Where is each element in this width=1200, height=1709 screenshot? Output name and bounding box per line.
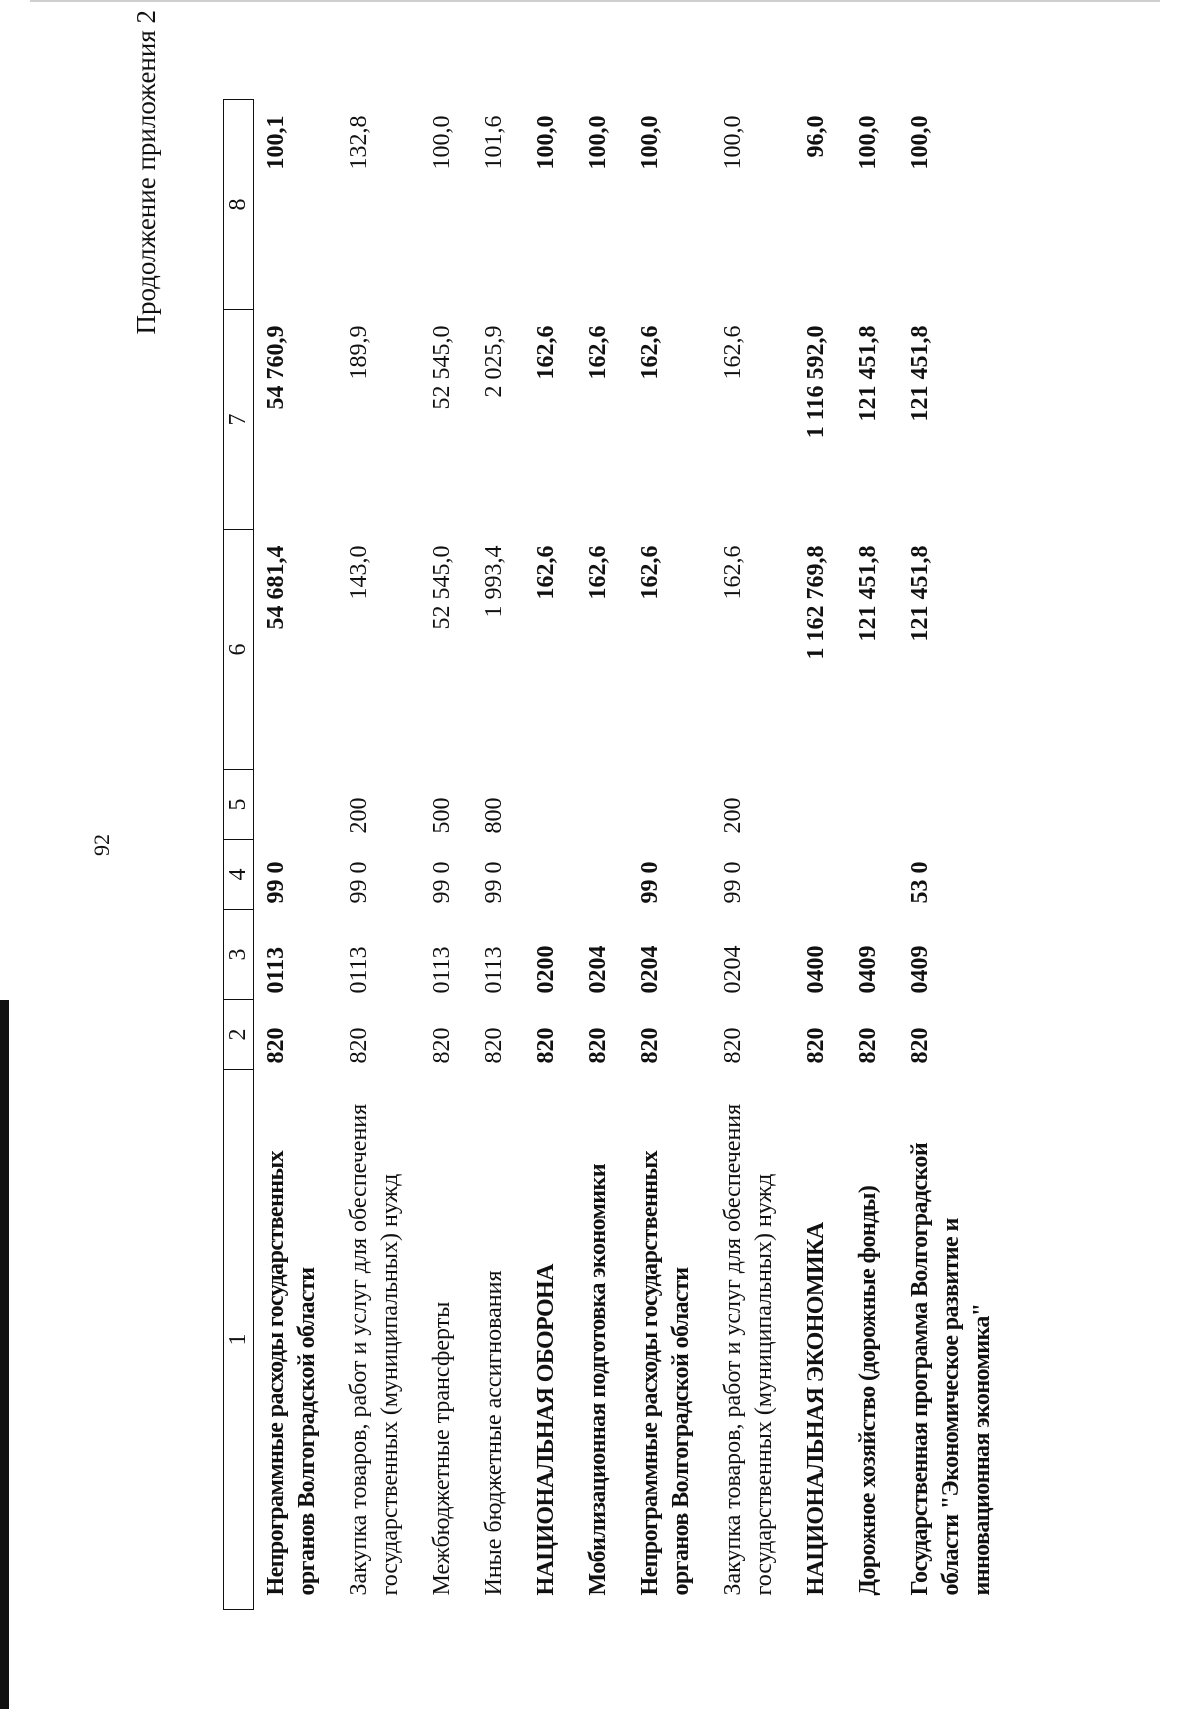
cell-planned: 121 451,8 (907, 545, 933, 642)
cell-admin-code: 820 (855, 1027, 881, 1064)
cell-actual: 162,6 (533, 325, 559, 380)
column-header: 3 (224, 910, 254, 1000)
cell-program-code (524, 840, 576, 910)
row-label: Непрограммные расходы государственных органов Волгоградской области (637, 1151, 694, 1596)
cell-percent: 100,0 (907, 115, 933, 170)
rotated-table-wrapper (223, 100, 1012, 1610)
cell-planned: 121 451,8 (855, 545, 881, 642)
table-row (846, 100, 898, 1610)
cell-actual: 1 116 592,0 (803, 325, 829, 439)
column-header: 2 (224, 1000, 254, 1070)
cell-percent: 100,0 (637, 115, 663, 170)
cell-actual: 2 025,9 (481, 325, 507, 398)
cell-program-code: 99 0 (346, 861, 372, 904)
cell-percent: 100,0 (855, 115, 881, 170)
cell-section-code: 0409 (907, 945, 933, 994)
table-row (576, 100, 628, 1610)
cell-section-code: 0409 (855, 945, 881, 994)
cell-section-code: 0204 (637, 945, 663, 994)
row-label: Непрограммные расходы государственных органов Волгоградской области (263, 1151, 320, 1596)
cell-actual: 162,6 (637, 325, 663, 380)
cell-percent: 100,0 (720, 115, 746, 170)
table-row (337, 100, 420, 1610)
table-row (420, 100, 472, 1610)
column-header: 4 (224, 840, 254, 910)
column-header: 6 (224, 530, 254, 770)
cell-expense-type: 500 (429, 797, 455, 834)
cell-program-code: 99 0 (637, 861, 663, 904)
cell-program-code: 99 0 (263, 861, 289, 904)
cell-planned: 143,0 (346, 545, 372, 600)
scan-edge-bar (0, 1000, 9, 1709)
row-label: Иные бюджетные ассигнования (481, 1270, 507, 1596)
row-label: НАЦИОНАЛЬНАЯ ЭКОНОМИКА (803, 1222, 829, 1596)
row-label: Дорожное хозяйство (дорожные фонды) (855, 1185, 881, 1596)
cell-planned: 162,6 (533, 545, 559, 600)
row-label: Мобилизационная подготовка экономики (585, 1164, 611, 1596)
cell-program-code: 99 0 (481, 861, 507, 904)
cell-percent: 100,0 (585, 115, 611, 170)
table-row (898, 100, 1012, 1610)
cell-expense-type: 200 (346, 797, 372, 834)
cell-section-code: 0113 (429, 946, 455, 994)
cell-expense-type (254, 770, 338, 840)
cell-admin-code: 820 (533, 1027, 559, 1064)
cell-admin-code: 820 (637, 1027, 663, 1064)
budget-table (223, 99, 1012, 1610)
cell-percent: 132,8 (346, 115, 372, 170)
table-row (628, 100, 711, 1610)
column-header: 8 (224, 100, 254, 310)
cell-percent: 100,1 (263, 115, 289, 170)
row-label: Государственная программа Волгоградской области "Экономическое развитие и инновационная экономика" (907, 1142, 995, 1596)
cell-planned: 1 162 769,8 (803, 545, 829, 660)
cell-expense-type (628, 770, 711, 840)
cell-section-code: 0113 (263, 946, 289, 994)
row-label: Закупка товаров, работ и услуг для обеспечения государственных (муниципальных) нужд (720, 1103, 777, 1596)
cell-planned: 1 993,4 (481, 545, 507, 618)
page-number: 92 (89, 834, 114, 856)
cell-expense-type (576, 770, 628, 840)
cell-planned: 52 545,0 (429, 545, 455, 630)
continuation-caption: Продолжение приложения 2 (131, 10, 161, 335)
header-row (224, 100, 254, 1610)
cell-program-code (846, 840, 898, 910)
cell-actual: 54 760,9 (263, 325, 289, 410)
cell-percent: 100,0 (533, 115, 559, 170)
cell-percent: 100,0 (429, 115, 455, 170)
cell-program-code: 99 0 (429, 861, 455, 904)
top-edge-rule (30, 0, 1160, 2)
table-row (472, 100, 524, 1610)
cell-percent: 96,0 (803, 115, 829, 158)
cell-actual: 189,9 (346, 325, 372, 380)
cell-section-code: 0204 (585, 945, 611, 994)
cell-expense-type (524, 770, 576, 840)
row-label: Межбюджетные трансферты (429, 1301, 455, 1596)
cell-admin-code: 820 (481, 1027, 507, 1064)
cell-expense-type: 800 (481, 797, 507, 834)
cell-section-code: 0400 (803, 945, 829, 994)
cell-admin-code: 820 (429, 1027, 455, 1064)
table-row (524, 100, 576, 1610)
cell-actual: 121 451,8 (855, 325, 881, 422)
cell-actual: 162,6 (720, 325, 746, 380)
cell-admin-code: 820 (907, 1027, 933, 1064)
row-label: Закупка товаров, работ и услуг для обеспечения государственных (муниципальных) нужд (346, 1103, 403, 1596)
cell-expense-type (846, 770, 898, 840)
cell-expense-type (794, 770, 846, 840)
cell-section-code: 0200 (533, 945, 559, 994)
cell-actual: 121 451,8 (907, 325, 933, 422)
table-row (711, 100, 794, 1610)
table-row (794, 100, 846, 1610)
cell-planned: 162,6 (720, 545, 746, 600)
cell-planned: 162,6 (637, 545, 663, 600)
cell-section-code: 0204 (720, 945, 746, 994)
table-row (254, 100, 338, 1610)
cell-program-code (794, 840, 846, 910)
cell-program-code: 53 0 (907, 861, 933, 904)
cell-percent: 101,6 (481, 115, 507, 170)
cell-actual: 162,6 (585, 325, 611, 380)
cell-expense-type: 200 (720, 797, 746, 834)
cell-actual: 52 545,0 (429, 325, 455, 410)
cell-admin-code: 820 (263, 1027, 289, 1064)
column-header: 1 (224, 1070, 254, 1610)
cell-admin-code: 820 (803, 1027, 829, 1064)
cell-program-code (576, 840, 628, 910)
cell-section-code: 0113 (481, 946, 507, 994)
cell-admin-code: 820 (346, 1027, 372, 1064)
cell-planned: 54 681,4 (263, 545, 289, 630)
cell-section-code: 0113 (346, 946, 372, 994)
cell-program-code: 99 0 (720, 861, 746, 904)
row-label: НАЦИОНАЛЬНАЯ ОБОРОНА (533, 1264, 559, 1596)
cell-expense-type (898, 770, 1012, 840)
cell-admin-code: 820 (585, 1027, 611, 1064)
cell-admin-code: 820 (720, 1027, 746, 1064)
cell-planned: 162,6 (585, 545, 611, 600)
column-header: 7 (224, 310, 254, 530)
column-header: 5 (224, 770, 254, 840)
